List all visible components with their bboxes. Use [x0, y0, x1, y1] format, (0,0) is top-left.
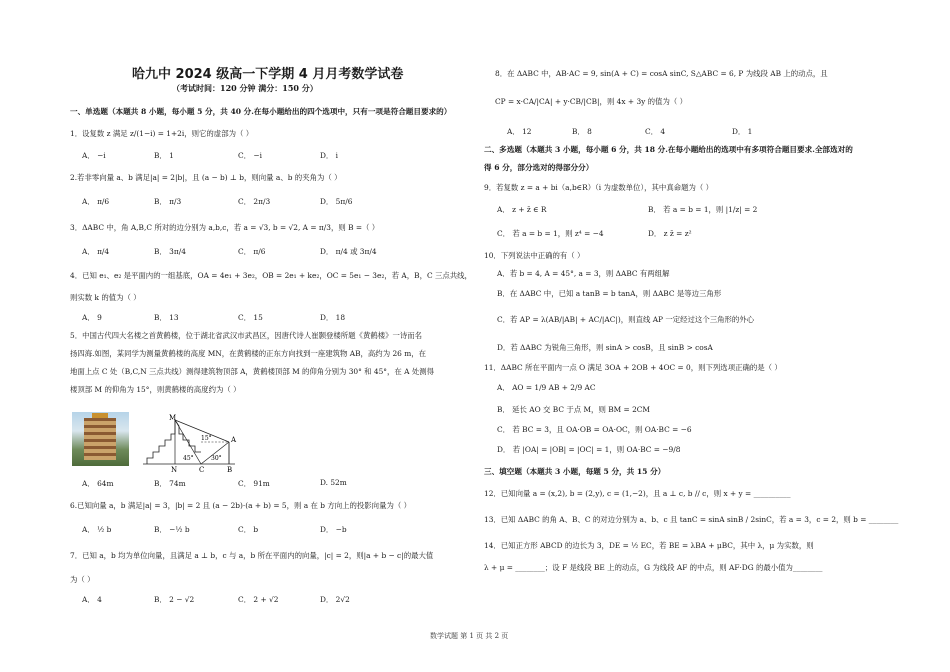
- q8-option-c: C． 4: [645, 127, 666, 136]
- q7-option-a: A． 4: [82, 595, 102, 604]
- q4-option-b: B． 13: [154, 313, 179, 322]
- label-m: M: [169, 414, 177, 422]
- q9-stem: 9．若复数 z = a + bi（a,b∈R）（i 为虚数单位），其中真命题为（ ）: [484, 183, 714, 192]
- q1-option-d: D． i: [320, 151, 339, 160]
- q2-option-b: B． π/3: [154, 197, 182, 206]
- q14-stem-cont: λ + μ = ________；设 F 是线段 BE 上的动点，G 为线段 AF 的中点，则 AF·DG 的最小值为________: [484, 563, 823, 572]
- q12-stem: 12．已知向量 a = (x,2), b = (2,y), c = (1,−2)，且 a ⊥ c, b // c，则 x + y = __________: [484, 489, 791, 498]
- tower-body-shape: [84, 418, 116, 460]
- q5-line3: 地面上点 C 处（B,C,N 三点共线）测得建筑物顶部 A，黄鹤楼顶部 M 的仰角分别为 30° 和 45°，在 A 处测得: [70, 367, 434, 376]
- q2-stem: 2.若非零向量 a、b 满足|a| = 2|b|，且 (a − b) ⊥ b，则向量 a、b 的夹角为（ ）: [70, 173, 342, 182]
- q8-stem: 8．在 ΔABC 中，AB·AC = 9, sin(A + C) = cosA sinC, S△ABC = 6, P 为线段 AB 上的动点，且: [495, 69, 828, 78]
- q3-option-a: A． π/4: [82, 247, 110, 256]
- q3-option-b: B． 3π/4: [154, 247, 186, 256]
- q11-option-d: D． 若 |OA| = |OB| = |OC| = 1，则 OA·BC = −9/8: [497, 445, 681, 454]
- section3-heading: 三、填空题（本题共 3 小题，每题 5 分，共 15 分）: [484, 467, 666, 476]
- q10-stem: 10．下列说法中正确的有（ ）: [484, 251, 585, 260]
- q5-option-c: C． 91m: [238, 479, 270, 488]
- tower-steps-left: [147, 420, 175, 464]
- q8-option-d: D． 1: [732, 127, 753, 136]
- q11-option-a: A． AO = 1/9 AB + 2/9 AC: [497, 383, 596, 392]
- label-n: N: [171, 466, 178, 472]
- q6-stem: 6.已知向量 a，b 满足|a| = 3，|b| = 2 且 (a − 2b)·(a + b) = 5，则 a 在 b 方向上的投影向量为（ ）: [70, 501, 411, 510]
- q6-option-d: D． −b: [320, 525, 347, 534]
- label-angle-30: 30°: [211, 455, 222, 462]
- label-angle-15: 15°: [201, 435, 212, 442]
- q4-stem: 4．已知 e₁、e₂ 是平面内的一组基底，OA = 4e₁ + 3e₂，OB = 2e₁ + ke₂，OC = 5e₁ − 3e₂，若 A，B，C 三点共线，: [70, 271, 472, 280]
- q7-stem: 7．已知 a，b 均为单位向量，且满足 a ⊥ b，c 与 a，b 所在平面内的向量，|c| = 2，则|a + b − c|的最大值: [70, 551, 434, 560]
- q10-option-b: B．在 ΔABC 中，已知 a tanB = b tanA，则 ΔABC 是等边三角形: [497, 289, 722, 298]
- q3-option-d: D． π/4 或 3π/4: [320, 247, 377, 256]
- q6-option-b: B． −½ b: [154, 525, 190, 534]
- q7-stem-cont: 为（ ）: [70, 575, 95, 584]
- exam-title: 哈九中 2024 级高一下学期 4 月月考数学试卷: [132, 67, 404, 82]
- q8-stem-cont: CP = x·CA/|CA| + y·CB/|CB|，则 4x + 3y 的值为（ ）: [495, 97, 687, 106]
- yellow-crane-tower-photo: [72, 412, 129, 466]
- q11-option-c: C． 若 BC = 3，且 OA·OB = OA·OC，则 OA·BC = −6: [497, 425, 692, 434]
- q5-line1: 5．中国古代四大名楼之首黄鹤楼，位于湖北省武汉市武昌区，因唐代诗人崔颢登楼所题《黄鹤楼》一诗而名: [70, 331, 423, 340]
- exam-subtitle: （考试时间：120 分钟 满分：150 分）: [172, 83, 318, 93]
- q2-option-c: C． 2π/3: [238, 197, 271, 206]
- tower-steps-right: [175, 420, 201, 452]
- q4-option-a: A． 9: [82, 313, 102, 322]
- q9-option-c: C． 若 a = b = 1，则 z⁴ = −4: [497, 229, 604, 238]
- q1-option-c: C． −i: [238, 151, 262, 160]
- q5-line2: 扬四海.如图，某同学为测量黄鹤楼的高度 MN，在黄鹤楼的正东方向找到一座建筑物 AB，高约为 26 m，在: [70, 349, 426, 358]
- label-b: B: [227, 466, 233, 472]
- q11-option-b: B． 延长 AO 交 BC 于点 M，则 BM = 2CM: [497, 405, 651, 414]
- q2-option-a: A． π/6: [82, 197, 110, 206]
- page-footer: 数学试题 第 1 页 共 2 页: [430, 632, 509, 640]
- section2-heading-cont: 得 6 分，部分选对的得部分分）: [484, 163, 594, 172]
- q5-figure-diagram: [135, 412, 245, 472]
- q8-option-a: A． 12: [507, 127, 532, 136]
- q4-option-d: D． 18: [320, 313, 346, 322]
- q7-option-c: C． 2 + √2: [238, 595, 279, 604]
- q7-option-b: B． 2 − √2: [154, 595, 195, 604]
- q8-option-b: B． 8: [572, 127, 592, 136]
- q10-option-a: A．若 b = 4, A = 45°, a = 3，则 ΔABC 有两组解: [497, 269, 670, 278]
- q11-stem: 11．ΔABC 所在平面内一点 O 满足 3OA + 2OB + 4OC = 0，则下列选项正确的是（ ）: [484, 363, 782, 372]
- q2-option-d: D． 5π/6: [320, 197, 353, 206]
- label-c: C: [199, 466, 205, 472]
- q6-option-c: C． b: [238, 525, 259, 534]
- q13-stem: 13．已知 ΔABC 的角 A、B、C 的对边分别为 a、b、c 且 tanC = sinA sinB / 2sinC，若 a = 3，c = 2，则 b = ________: [484, 515, 899, 524]
- q3-option-c: C． π/6: [238, 247, 266, 256]
- q1-option-b: B． 1: [154, 151, 174, 160]
- q5-option-b: B． 74m: [154, 479, 186, 488]
- q1-stem: 1．设复数 z 满足 z/(1−i) = 1+2i，则它的虚部为（ ）: [70, 129, 254, 138]
- q3-stem: 3．ΔABC 中，角 A,B,C 所对的边分别为 a,b,c，若 a = √3, b = √2, A = π/3，则 B =（ ）: [70, 223, 380, 232]
- q4-stem-cont: 则实数 k 的值为（ ）: [70, 293, 141, 302]
- q14-stem: 14．已知正方形 ABCD 的边长为 3，DE = ½ EC，若 BE = λBA + μBC，其中 λ，μ 为实数，则: [484, 541, 814, 550]
- q5-option-a: A． 64m: [82, 479, 114, 488]
- q4-option-c: C． 15: [238, 313, 263, 322]
- section2-heading: 二、多选题（本题共 3 小题，每小题 6 分，共 18 分.在每小题给出的选项中有多项符合题目要求.全部选对的: [484, 145, 853, 154]
- q7-option-d: D． 2√2: [320, 595, 350, 604]
- q9-option-a: A． z + z̄ ∈ R: [497, 205, 547, 214]
- label-angle-45: 45°: [183, 455, 194, 462]
- q5-line4: 楼顶部 M 的仰角为 15°，则黄鹤楼的高度约为（ ）: [70, 385, 241, 394]
- q10-option-c: C．若 AP = λ(AB/|AB| + AC/|AC|)，则直线 AP 一定经过这个三角形的外心: [497, 315, 755, 324]
- q10-option-d: D．若 ΔABC 为锐角三角形，则 sinA > cosB，且 sinB > cosA: [497, 343, 713, 352]
- q9-option-b: B． 若 a = b = 1，则 |1/z| = 2: [648, 205, 758, 214]
- q9-option-d: D． z z̄ = z²: [648, 229, 692, 238]
- q1-option-a: A． −i: [82, 151, 106, 160]
- q5-option-d: D. 52m: [320, 478, 347, 487]
- q6-option-a: A． ½ b: [82, 525, 112, 534]
- section1-heading: 一、单选题（本题共 8 小题，每小题 5 分，共 40 分.在每小题给出的四个选项中，只有一项是符合题目要求的）: [70, 107, 452, 116]
- label-a: A: [231, 436, 237, 444]
